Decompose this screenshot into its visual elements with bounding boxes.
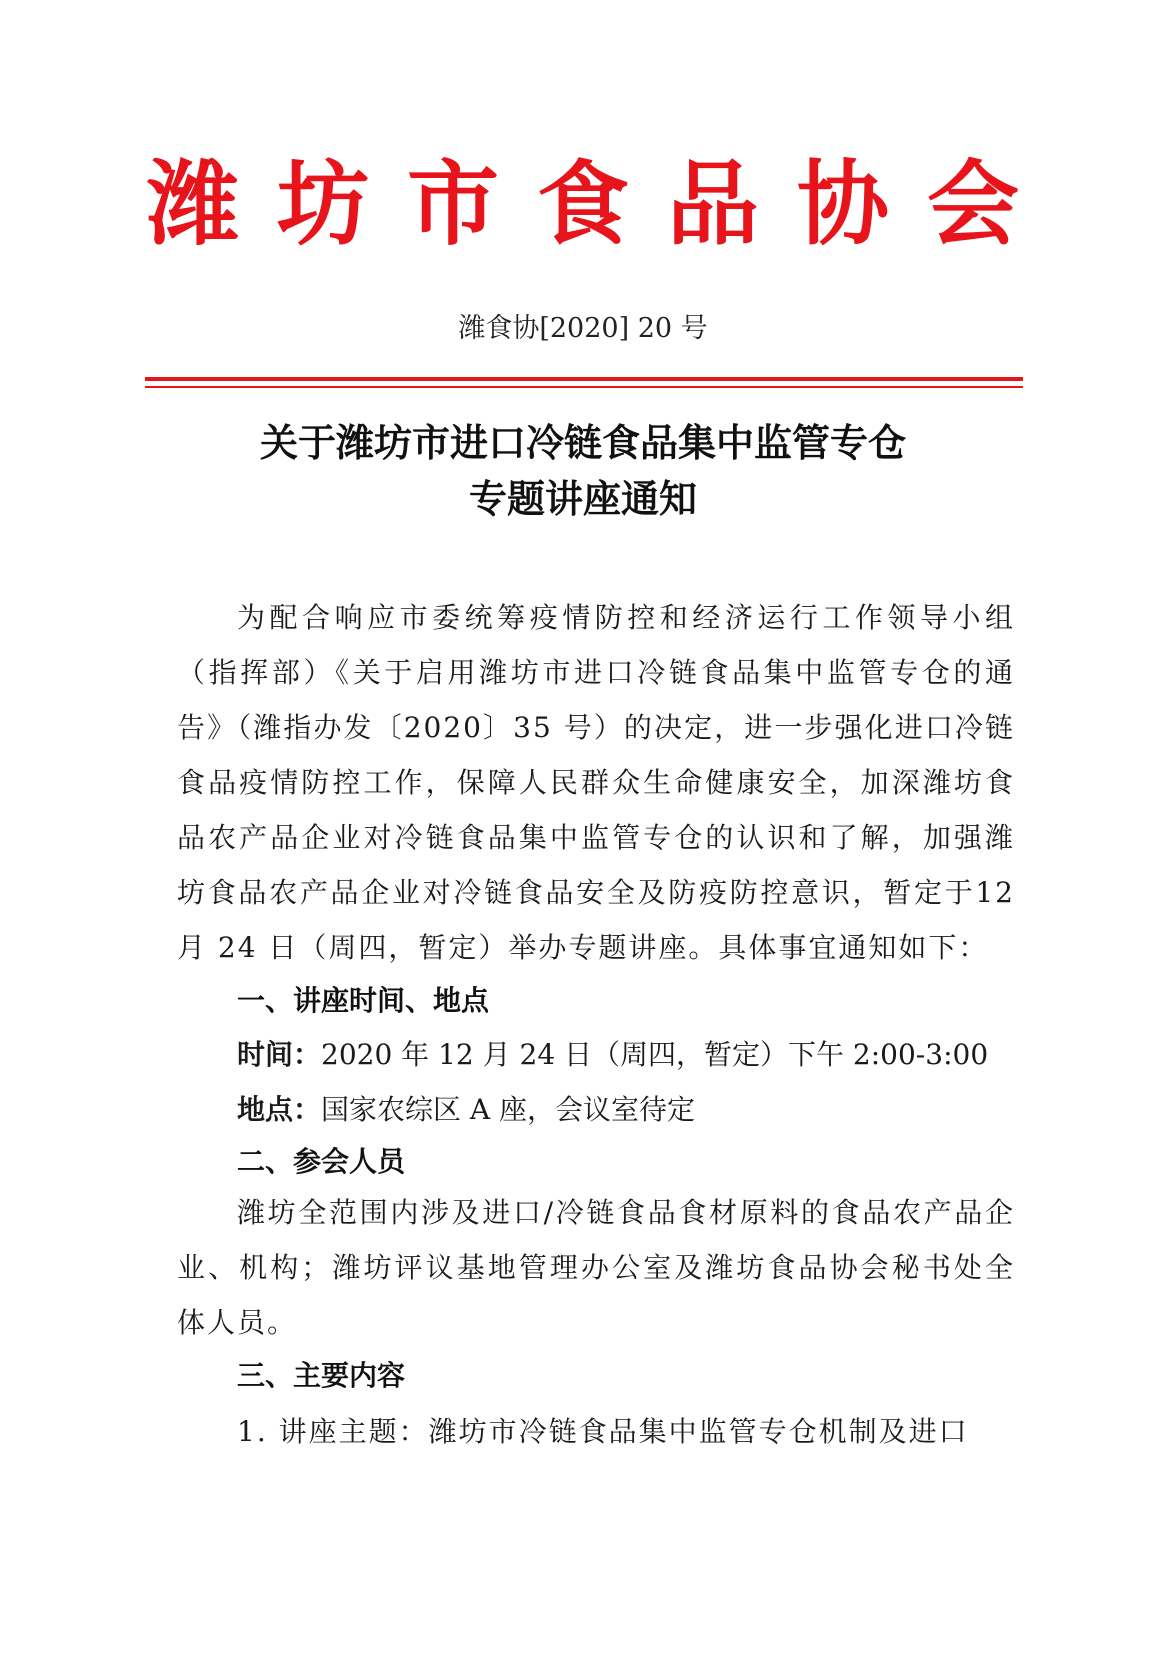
time-value: 2020 年 12 月 24 日（周四，暂定）下午 2:00-3:00: [321, 1038, 989, 1071]
notice-title-line-2: 专题讲座通知: [468, 477, 697, 521]
attendees-paragraph: 潍坊全范围内涉及进口/冷链食品食材原料的食品农产品企业、机构；潍坊评议基地管理办公室及潍坊食品协会秘书处全体人员。: [177, 1196, 1015, 1339]
document-number: 潍食协[2020] 20 号: [458, 313, 708, 344]
org-title: 潍坊市食品协会: [146, 151, 1057, 258]
notice-title: [0, 415, 1166, 527]
section-1-heading: 一、讲座时间、地点: [237, 984, 490, 1017]
place-value: 国家农综区 A 座，会议室待定: [321, 1093, 696, 1126]
lecture-topic-item: 1. 讲座主题：潍坊市冷链食品集中监管专仓机制及进口: [237, 1415, 969, 1448]
section-2-heading: 二、参会人员: [237, 1145, 406, 1178]
lecture-time: [237, 1035, 988, 1075]
red-rule-thick: [145, 377, 1023, 381]
section-3-heading: 三、主要内容: [237, 1359, 406, 1392]
intro-paragraph: 为配合响应市委统筹疫情防控和经济运行工作领导小组（指挥部）《关于启用潍坊市进口冷链食品集中监管专仓的通告》（潍指办发〔2020〕35 号）的决定，进一步强化进口冷链食品疫情防控工作，保障人民群众生命健康安全，加深潍坊食品农产品企业对冷链食品集中监管专仓的认识和了解，加强潍坊食品农产品企业对冷链食品安全及防疫防控意识，暂定于12 月 24 日（周四，暂定）举办专题讲座。具体事宜通知如下：: [177, 601, 1015, 964]
time-label: 时间：: [237, 1038, 322, 1071]
red-rule-thin: [145, 386, 1023, 388]
notice-title-line-1: 关于潍坊市进口冷链食品集中监管专仓: [259, 421, 906, 465]
place-label: 地点：: [237, 1093, 322, 1126]
lecture-place: [237, 1090, 695, 1130]
